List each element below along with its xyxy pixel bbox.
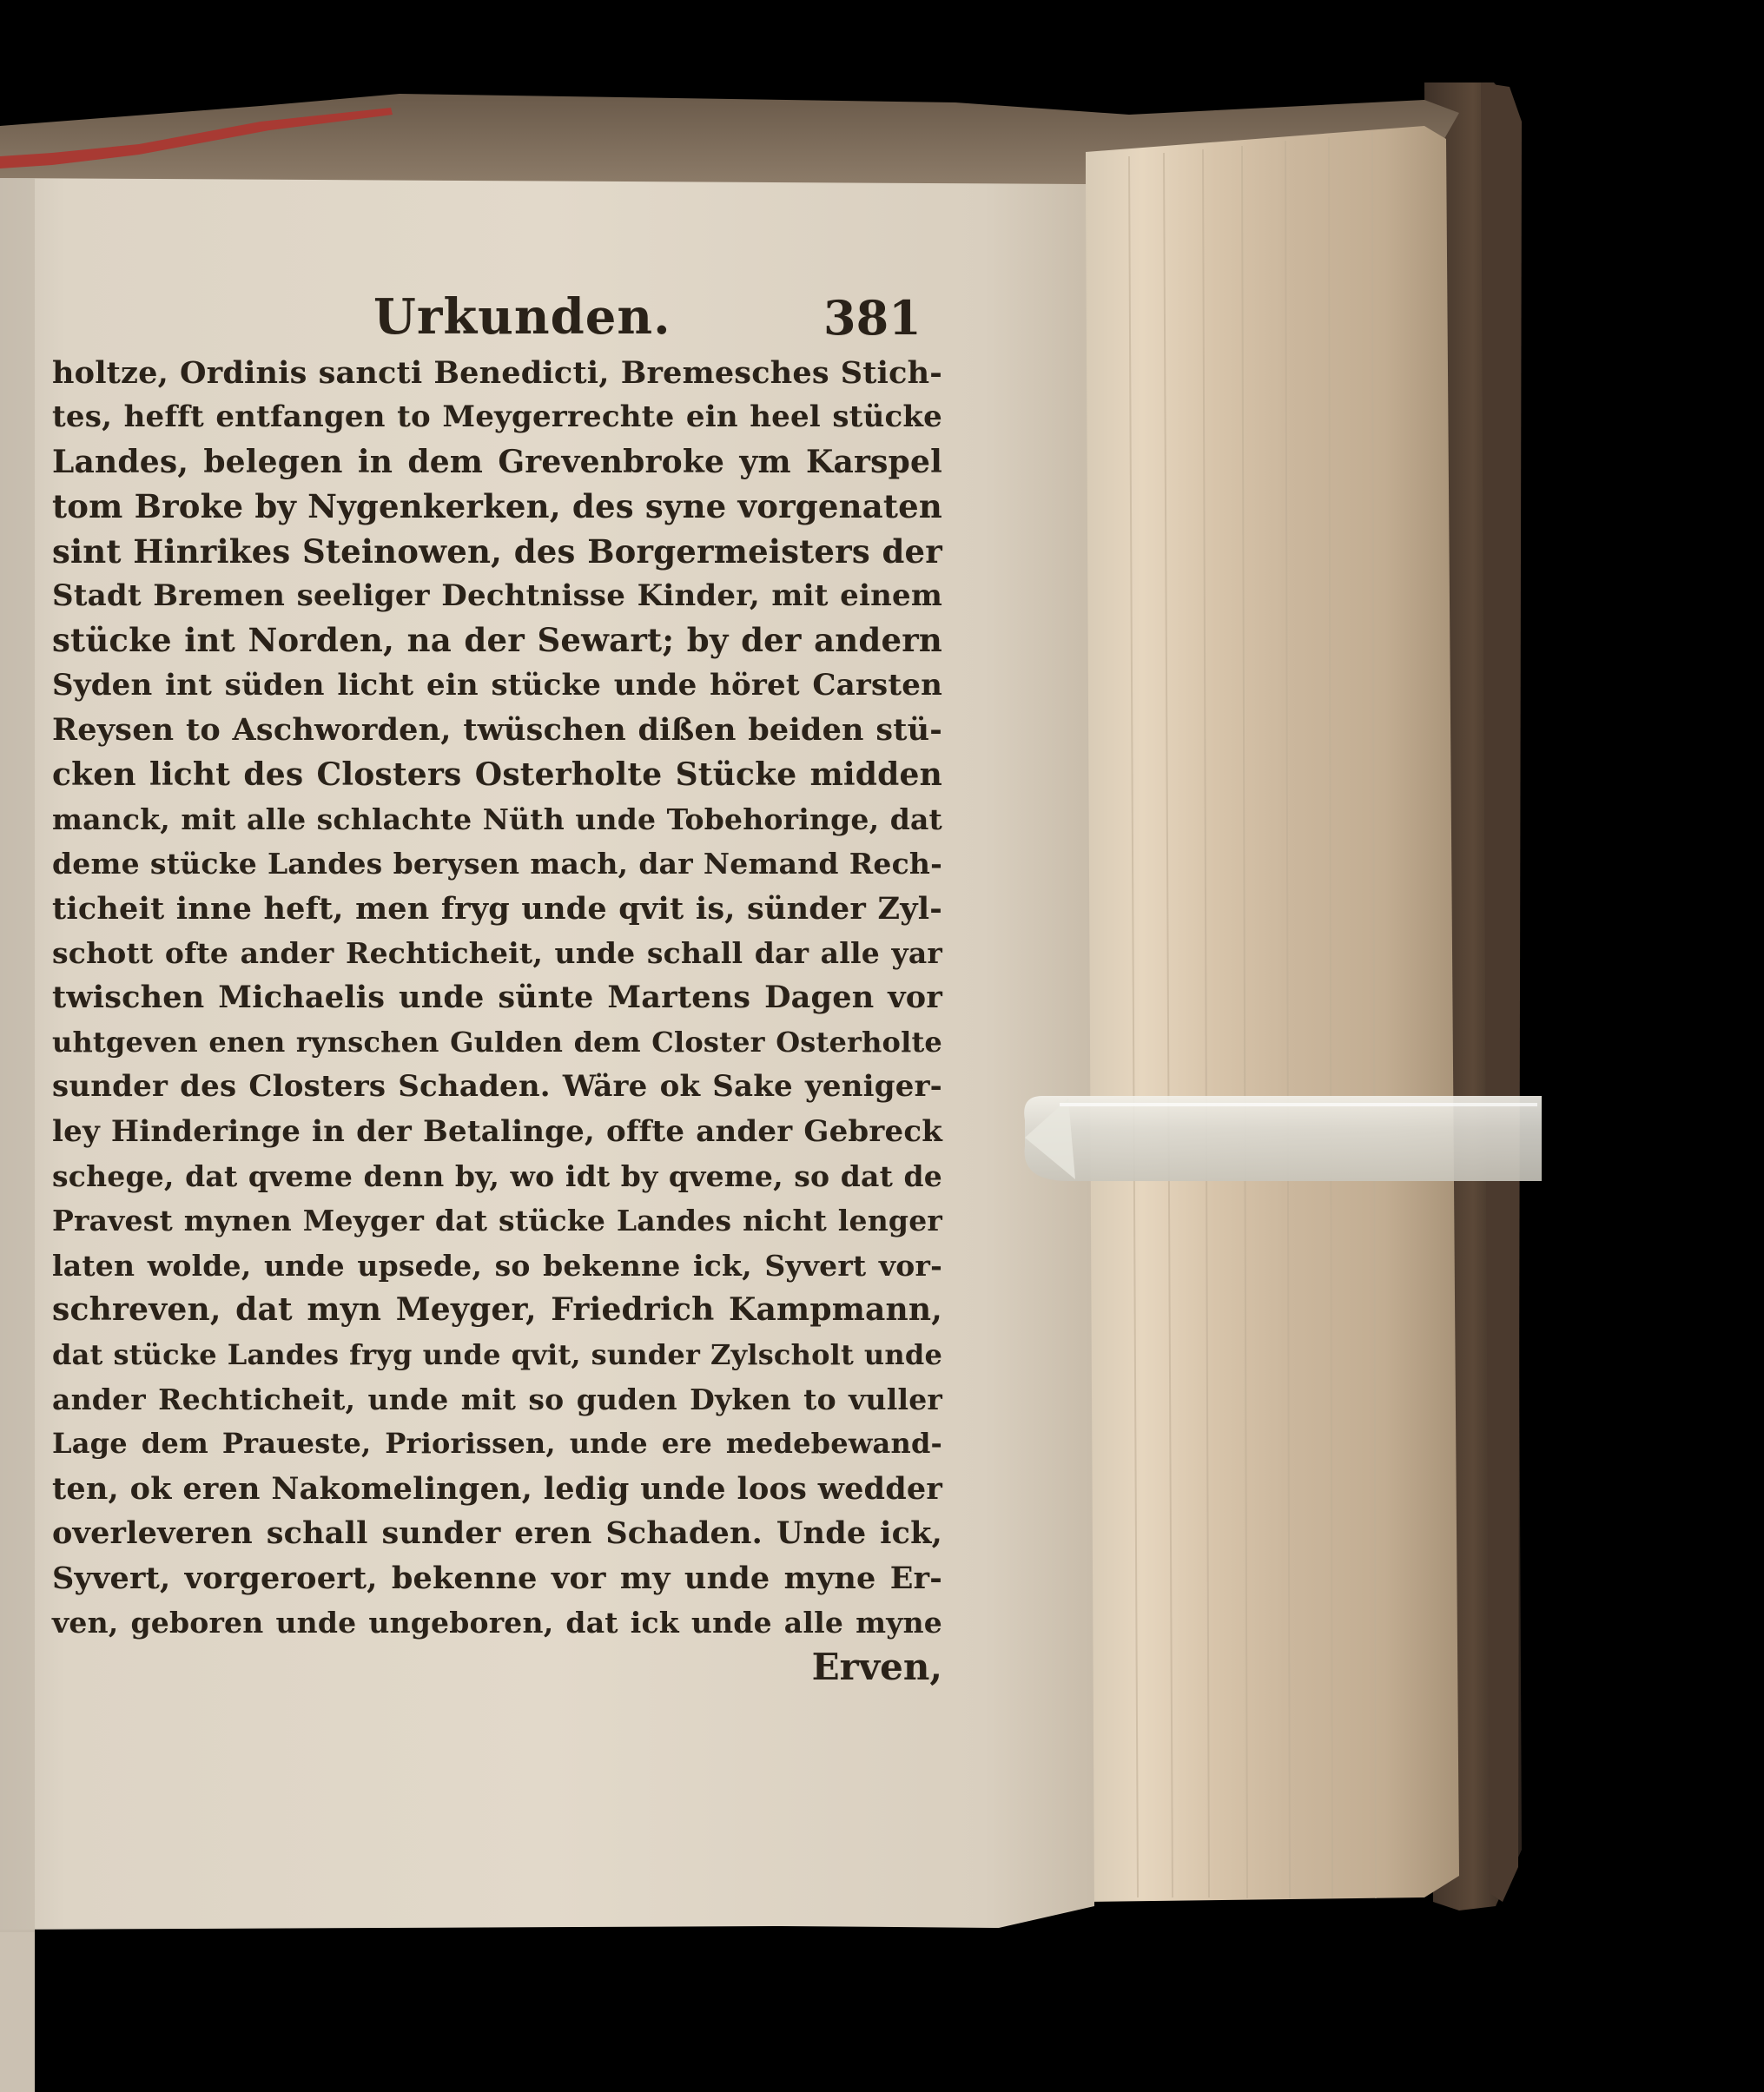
text-line: cken licht des Closters Osterholte Stücke midden bbox=[52, 756, 942, 793]
text-line: Lage dem Praueste, Priorissen, unde ere medebewand- bbox=[52, 1427, 942, 1461]
background-right bbox=[1550, 0, 1764, 2092]
text-line: Stadt Bremen seeliger Dechtnisse Kinder, mit einem bbox=[52, 577, 942, 613]
text-line: laten wolde, unde upsede, so bekenne ick, Syvert vor- bbox=[52, 1248, 942, 1283]
text-line: ley Hinderinge in der Betalinge, offte ander Gebreck bbox=[52, 1113, 942, 1149]
catchword: Erven, bbox=[811, 1646, 942, 1689]
text-line: schott ofte ander Rechticheit, unde schall dar alle yar bbox=[52, 936, 942, 971]
page-header bbox=[52, 271, 942, 351]
text-line: Landes, belegen in dem Grevenbroke ym Karspel bbox=[52, 443, 942, 480]
gutter-shadow bbox=[0, 178, 35, 1932]
text-line: twischen Michaelis unde sünte Martens Dagen vor bbox=[52, 980, 942, 1016]
text-line: holtze, Ordinis sancti Benedicti, Bremesches Stich- bbox=[52, 355, 942, 391]
glass-weight bbox=[1024, 1096, 1542, 1181]
text-line: overleveren schall sunder eren Schaden. Unde ick, bbox=[52, 1515, 942, 1552]
text-line: tes, hefft entfangen to Meygerrechte ein heel stücke bbox=[52, 399, 942, 435]
body-text bbox=[52, 351, 942, 1690]
page-number: 381 bbox=[823, 290, 922, 346]
text-line: Syden int süden licht ein stücke unde höret Carsten bbox=[52, 667, 942, 703]
text-line: stücke int Norden, na der Sewart; by der andern bbox=[52, 621, 942, 660]
page-text bbox=[52, 271, 942, 1690]
text-line: sint Hinrikes Steinowen, des Borgermeisters der bbox=[52, 531, 942, 571]
text-line: deme stücke Landes berysen mach, dar Nemand Rech- bbox=[52, 847, 942, 881]
text-line: ticheit inne heft, men fryg unde qvit is, sünder Zyl- bbox=[52, 890, 942, 927]
text-line: sunder des Closters Schaden. Wäre ok Sake yeniger- bbox=[52, 1069, 942, 1105]
page-edges bbox=[1086, 126, 1459, 1902]
text-line: tom Broke by Nygenkerken, des syne vorgenaten bbox=[52, 487, 942, 526]
text-line: Reysen to Aschworden, twüschen dißen beiden stü- bbox=[52, 712, 942, 749]
text-line: ander Rechticheit, unde mit so guden Dyken to vuller bbox=[52, 1382, 942, 1416]
text-line: ten, ok eren Nakomelingen, ledig unde loos wedder bbox=[52, 1470, 942, 1507]
text-line: Pravest mynen Meyger dat stücke Landes nicht lenger bbox=[52, 1204, 942, 1238]
text-line: schreven, dat myn Meyger, Friedrich Kampmann, bbox=[52, 1291, 942, 1329]
text-line: dat stücke Landes fryg unde qvit, sunder Zylscholt unde bbox=[52, 1337, 942, 1371]
text-line: Syvert, vorgeroert, bekenne vor my unde myne Er- bbox=[52, 1560, 942, 1596]
text-line: uhtgeven enen rynschen Gulden dem Closter Osterholte bbox=[52, 1025, 942, 1059]
text-line: schege, dat qveme denn by, wo idt by qveme, so dat de bbox=[52, 1159, 942, 1194]
running-head: Urkunden. bbox=[373, 288, 671, 346]
text-line: ven, geboren unde ungeboren, dat ick unde alle myne bbox=[52, 1605, 942, 1640]
text-line: manck, mit alle schlachte Nüth unde Tobehoringe, dat bbox=[52, 802, 942, 836]
